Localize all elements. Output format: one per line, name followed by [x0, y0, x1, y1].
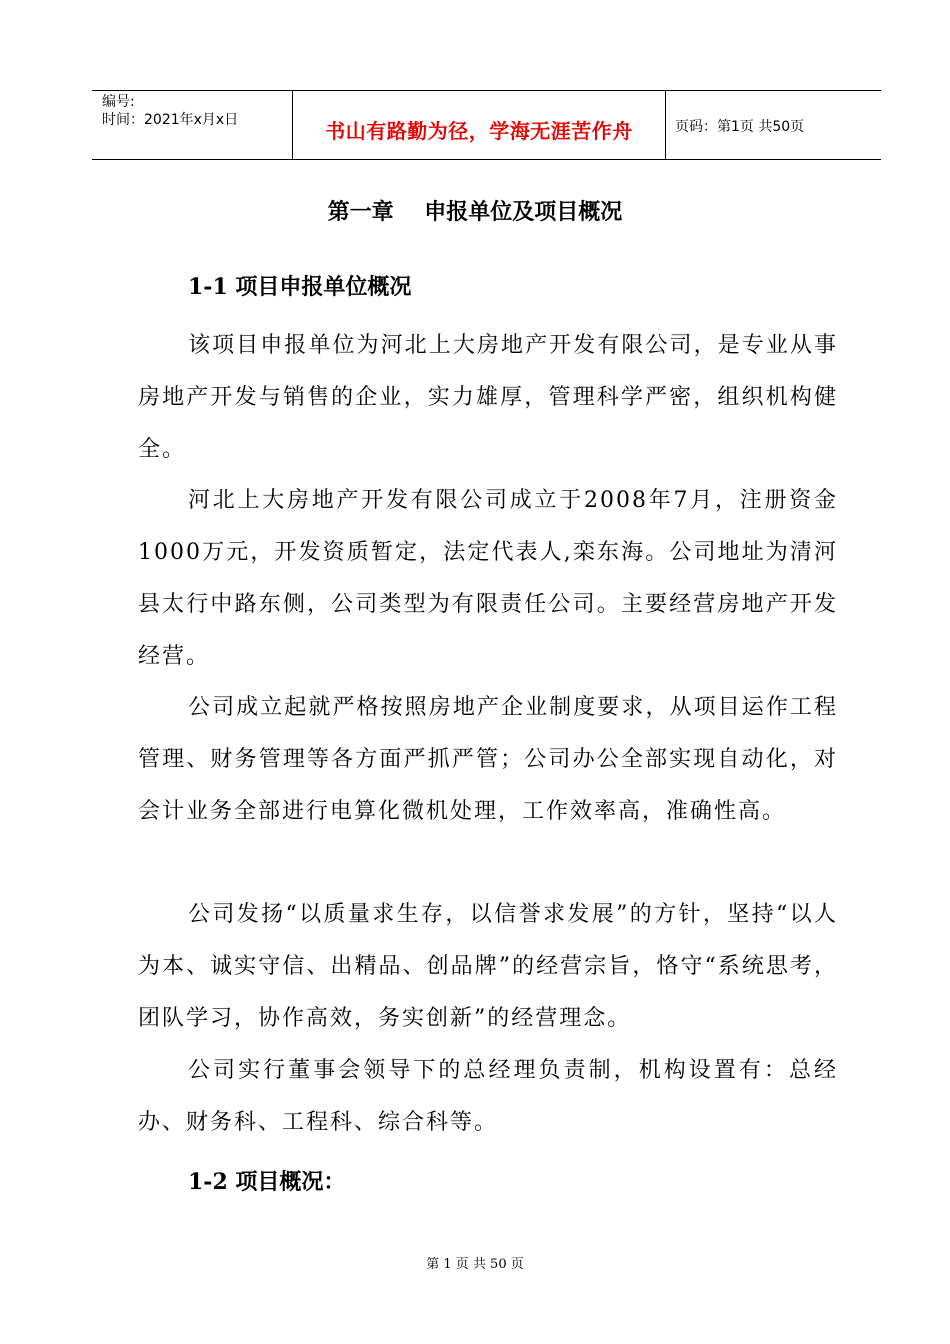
paragraph: 河北上大房地产开发有限公司成立于2008年7月，注册资金1000万元，开发资质暂定，法定代表人,栾东海。公司地址为清河县太行中路东侧，公司类型为有限责任公司。主要经营房地产开发经营。: [138, 488, 838, 669]
time-label: 时间：2021年x月x日: [102, 112, 239, 128]
paragraph: 该项目申报单位为河北上大房地产开发有限公司，是专业从事房地产开发与销售的企业，实力雄厚，管理科学严密，组织机构健全。: [138, 333, 838, 462]
page-footer: 第 1 页 共 50 页: [426, 1257, 524, 1272]
page-info: 页码：第1页 共50页: [675, 119, 805, 135]
paragraph: 公司发扬“以质量求生存，以信誉求发展”的方针，坚持“以人为本、诚实守信、出精品、创品牌”的经营宗旨，恪守“系统思考，团队学习，协作高效，务实创新”的经营理念。: [138, 902, 838, 1031]
section-heading: 1-1 项目申报单位概况: [188, 274, 412, 300]
section-heading: 1-2 项目概况：: [188, 1169, 346, 1195]
header-table: [92, 90, 881, 160]
header-motto-cell: [292, 91, 666, 159]
header-left-cell: [92, 91, 292, 159]
number-label: 编号:: [102, 94, 135, 110]
paragraph: 公司成立起就严格按照房地产企业制度要求，从项目运作工程管理、财务管理等各方面严抓严管；公司办公全部实现自动化，对会计业务全部进行电算化微机处理，工作效率高，准确性高。: [138, 695, 838, 824]
motto-text: 书山有路勤为径，学海无涯苦作舟: [325, 119, 633, 143]
chapter-title: 第一章 申报单位及项目概况: [327, 200, 623, 225]
paragraph: 公司实行董事会领导下的总经理负责制，机构设置有：总经办、财务科、工程科、综合科等。: [138, 1058, 838, 1135]
header-right-cell: [665, 91, 881, 159]
